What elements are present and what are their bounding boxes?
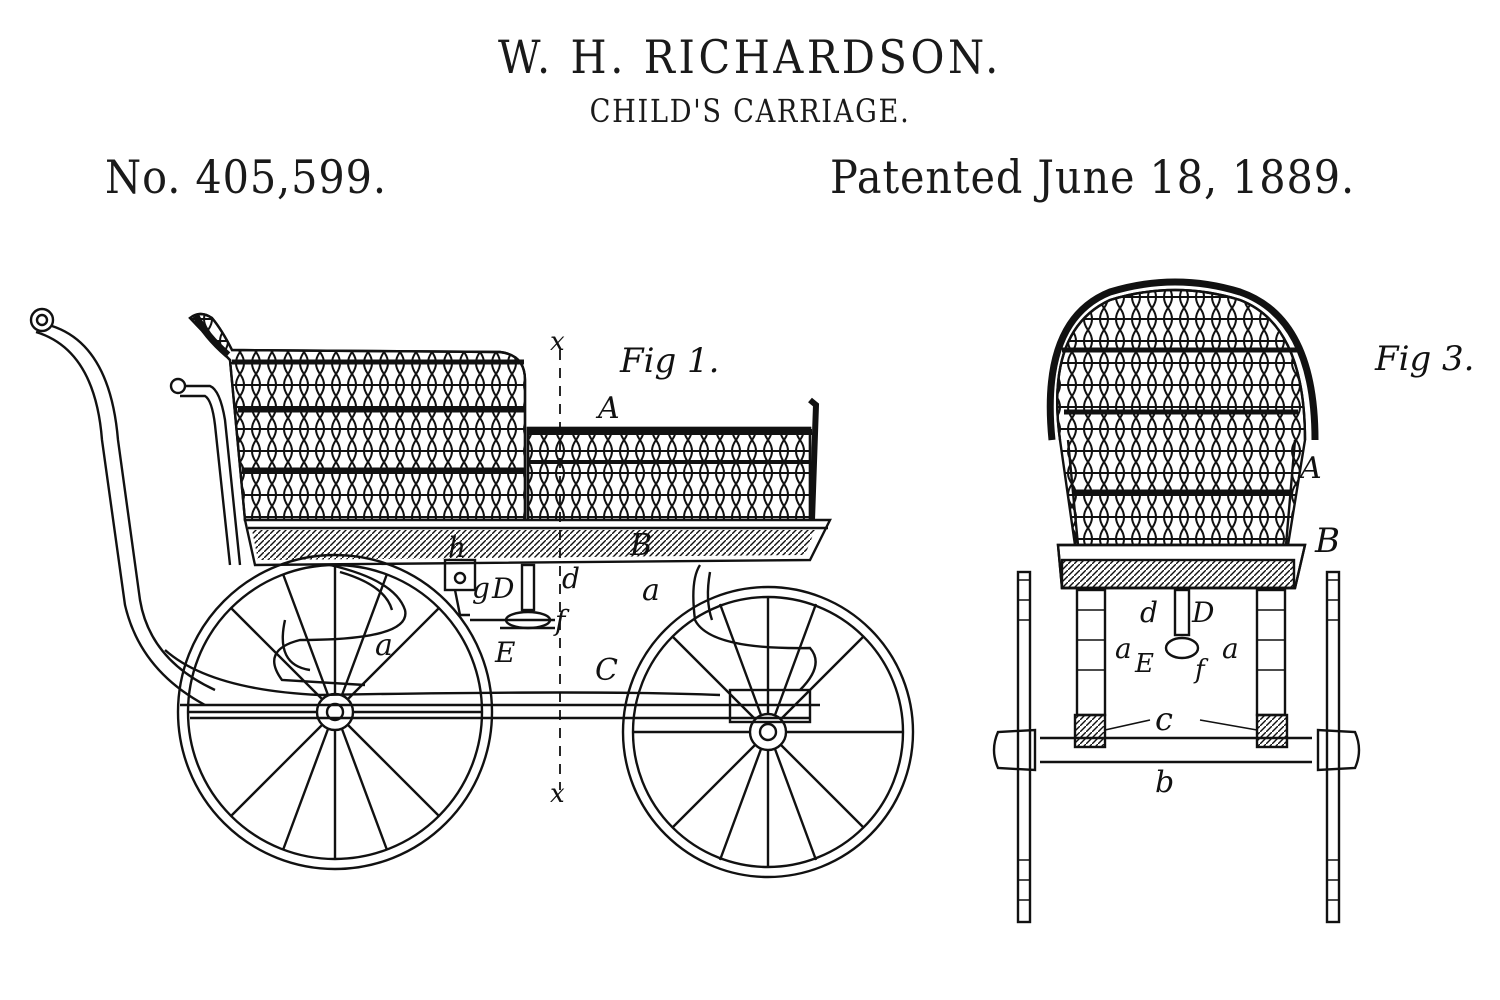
fig1-label-x-bottom: x [550,779,565,809]
patent-title: CHILD'S CARRIAGE. [589,92,911,130]
body-board [245,520,830,565]
patent-date: Patented June 18, 1889. [830,150,1356,204]
push-handle [31,309,215,705]
fig1-label-f: f [555,604,566,637]
fig3-leaders [1105,720,1257,730]
wicker-body [190,314,816,520]
inventor-name: W. H. RICHARDSON. [498,30,1002,84]
rear-wheel [178,555,492,869]
fig3-drawing [994,282,1359,922]
fig1-label-D: D [492,572,515,605]
fig1-label-a-rear: a [375,628,393,663]
fig3-label-D: D [1192,596,1215,629]
fig1-label-A: A [598,391,620,426]
fig3-label-E: E [1135,649,1154,679]
fig1-label-a-front: a [642,573,660,608]
fig3-posts [1075,590,1287,747]
fig3-board [1058,545,1305,588]
fig3-wheels [1018,572,1339,922]
fig3-label-d: d [1140,596,1158,629]
fig1-caption: Fig 1. [620,341,720,381]
fig3-label-c: c [1155,700,1173,738]
fig1-label-g: g [472,572,490,605]
fig3-label-b: b [1155,765,1175,800]
fig3-label-a-left: a [1115,632,1132,665]
front-wheel [623,587,913,877]
front-rail [171,379,240,565]
fig1-label-d: d [562,562,580,595]
fig3-label-a-right: a [1222,632,1239,665]
fig3-caption: Fig 3. [1375,339,1475,379]
fig1-label-E: E [495,636,516,669]
patent-number: No. 405,599. [105,150,387,204]
fig3-label-B: B [1315,521,1340,561]
fig3-basket [1050,282,1315,545]
fig1-label-B: B [630,528,653,563]
fig3-axle [994,730,1359,770]
fig3-label-f: f [1195,655,1205,685]
fig1-label-h: h [448,531,467,564]
fig1-label-x-top: x [550,327,565,357]
fig3-label-A: A [1300,451,1322,486]
fig1-label-C: C [595,653,618,688]
